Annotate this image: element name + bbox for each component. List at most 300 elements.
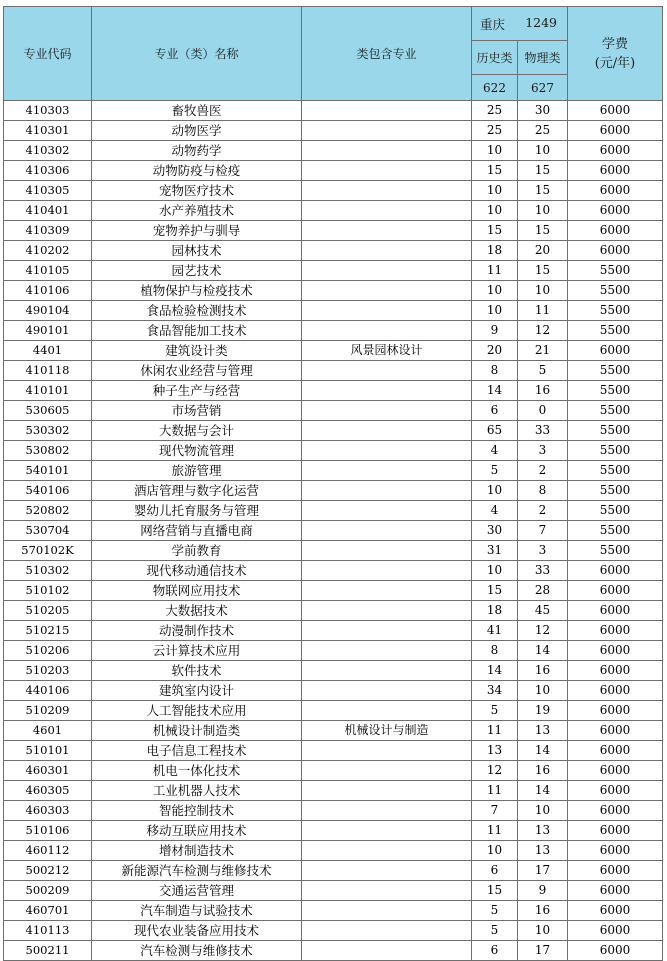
cell-code: 4601 xyxy=(4,721,92,741)
header-history: 历史类 xyxy=(472,41,518,75)
header-row-1 xyxy=(4,7,663,41)
table-row xyxy=(4,141,663,161)
cell-includes xyxy=(302,881,472,901)
cell-name: 建筑设计类 xyxy=(92,341,302,361)
cell-physics: 12 xyxy=(518,621,568,641)
cell-includes xyxy=(302,381,472,401)
fee-label: 学费 xyxy=(601,36,628,52)
table-row xyxy=(4,401,663,421)
cell-includes xyxy=(302,561,472,581)
table-row xyxy=(4,301,663,321)
header-region xyxy=(472,7,568,41)
cell-physics: 15 xyxy=(518,221,568,241)
header-fee xyxy=(568,7,663,101)
cell-fee: 6000 xyxy=(568,581,663,601)
cell-history: 10 xyxy=(472,141,518,161)
cell-history: 30 xyxy=(472,521,518,541)
cell-history: 8 xyxy=(472,641,518,661)
cell-includes xyxy=(302,261,472,281)
cell-code: 530605 xyxy=(4,401,92,421)
cell-fee: 5500 xyxy=(568,301,663,321)
cell-fee: 6000 xyxy=(568,921,663,941)
table-row xyxy=(4,681,663,701)
cell-name: 网络营销与直播电商 xyxy=(92,521,302,541)
enrollment-plan-table-wrapper xyxy=(3,6,663,961)
cell-physics: 17 xyxy=(518,861,568,881)
table-row xyxy=(4,101,663,121)
cell-physics: 3 xyxy=(518,441,568,461)
cell-physics: 15 xyxy=(518,261,568,281)
cell-fee: 5500 xyxy=(568,361,663,381)
cell-history: 9 xyxy=(472,321,518,341)
table-row xyxy=(4,701,663,721)
cell-history: 10 xyxy=(472,181,518,201)
cell-fee: 6000 xyxy=(568,841,663,861)
header-name: 专业（类）名称 xyxy=(92,7,302,101)
cell-code: 410113 xyxy=(4,921,92,941)
table-row xyxy=(4,641,663,661)
table-row xyxy=(4,621,663,641)
cell-physics: 8 xyxy=(518,481,568,501)
cell-physics: 3 xyxy=(518,541,568,561)
cell-physics: 16 xyxy=(518,661,568,681)
cell-name: 大数据与会计 xyxy=(92,421,302,441)
cell-name: 汽车检测与维修技术 xyxy=(92,941,302,961)
cell-name: 旅游管理 xyxy=(92,461,302,481)
cell-physics: 45 xyxy=(518,601,568,621)
cell-name: 畜牧兽医 xyxy=(92,101,302,121)
cell-physics: 25 xyxy=(518,121,568,141)
cell-includes: 风景园林设计 xyxy=(302,341,472,361)
table-row xyxy=(4,341,663,361)
cell-fee: 6000 xyxy=(568,141,663,161)
cell-code: 410305 xyxy=(4,181,92,201)
table-row xyxy=(4,541,663,561)
cell-code: 490101 xyxy=(4,321,92,341)
cell-fee: 6000 xyxy=(568,241,663,261)
region-total: 1249 xyxy=(525,14,557,30)
cell-fee: 6000 xyxy=(568,221,663,241)
cell-includes xyxy=(302,701,472,721)
cell-name: 移动互联应用技术 xyxy=(92,821,302,841)
cell-fee: 6000 xyxy=(568,101,663,121)
cell-code: 510101 xyxy=(4,741,92,761)
cell-code: 510206 xyxy=(4,641,92,661)
table-row xyxy=(4,381,663,401)
table-row xyxy=(4,841,663,861)
cell-history: 20 xyxy=(472,341,518,361)
cell-includes xyxy=(302,201,472,221)
cell-history: 31 xyxy=(472,541,518,561)
cell-code: 530802 xyxy=(4,441,92,461)
cell-includes xyxy=(302,281,472,301)
cell-history: 11 xyxy=(472,781,518,801)
cell-name: 现代移动通信技术 xyxy=(92,561,302,581)
cell-name: 交通运营管理 xyxy=(92,881,302,901)
cell-history: 5 xyxy=(472,921,518,941)
cell-name: 休闲农业经营与管理 xyxy=(92,361,302,381)
table-row xyxy=(4,661,663,681)
header-history-total: 622 xyxy=(472,75,518,101)
cell-includes xyxy=(302,361,472,381)
cell-history: 10 xyxy=(472,841,518,861)
cell-history: 5 xyxy=(472,901,518,921)
cell-history: 25 xyxy=(472,101,518,121)
cell-fee: 6000 xyxy=(568,561,663,581)
cell-code: 540101 xyxy=(4,461,92,481)
enrollment-plan-table xyxy=(3,6,663,961)
cell-includes xyxy=(302,861,472,881)
cell-includes xyxy=(302,761,472,781)
cell-code: 410309 xyxy=(4,221,92,241)
cell-physics: 10 xyxy=(518,921,568,941)
cell-physics: 10 xyxy=(518,201,568,221)
table-body xyxy=(4,101,663,961)
table-row xyxy=(4,741,663,761)
table-row xyxy=(4,321,663,341)
cell-includes xyxy=(302,681,472,701)
cell-fee: 6000 xyxy=(568,621,663,641)
cell-history: 4 xyxy=(472,501,518,521)
cell-name: 动物药学 xyxy=(92,141,302,161)
cell-code: 530704 xyxy=(4,521,92,541)
table-row xyxy=(4,761,663,781)
cell-physics: 11 xyxy=(518,301,568,321)
cell-includes xyxy=(302,221,472,241)
cell-name: 现代农业装备应用技术 xyxy=(92,921,302,941)
cell-code: 410303 xyxy=(4,101,92,121)
cell-name: 新能源汽车检测与维修技术 xyxy=(92,861,302,881)
cell-physics: 21 xyxy=(518,341,568,361)
header-physics: 物理类 xyxy=(518,41,568,75)
cell-name: 现代物流管理 xyxy=(92,441,302,461)
cell-includes xyxy=(302,621,472,641)
cell-name: 酒店管理与数字化运营 xyxy=(92,481,302,501)
cell-name: 食品智能加工技术 xyxy=(92,321,302,341)
cell-fee: 5500 xyxy=(568,501,663,521)
table-row xyxy=(4,121,663,141)
cell-physics: 5 xyxy=(518,361,568,381)
cell-fee: 5500 xyxy=(568,461,663,481)
cell-name: 电子信息工程技术 xyxy=(92,741,302,761)
cell-physics: 0 xyxy=(518,401,568,421)
cell-fee: 6000 xyxy=(568,881,663,901)
cell-code: 460303 xyxy=(4,801,92,821)
cell-history: 4 xyxy=(472,441,518,461)
cell-fee: 5500 xyxy=(568,321,663,341)
cell-physics: 9 xyxy=(518,881,568,901)
cell-name: 软件技术 xyxy=(92,661,302,681)
cell-includes xyxy=(302,601,472,621)
cell-physics: 30 xyxy=(518,101,568,121)
cell-code: 520802 xyxy=(4,501,92,521)
cell-physics: 10 xyxy=(518,141,568,161)
table-row xyxy=(4,501,663,521)
cell-name: 动物防疫与检疫 xyxy=(92,161,302,181)
cell-history: 6 xyxy=(472,941,518,961)
cell-history: 11 xyxy=(472,721,518,741)
cell-physics: 7 xyxy=(518,521,568,541)
fee-unit: (元/年) xyxy=(594,55,636,71)
table-row xyxy=(4,201,663,221)
cell-history: 13 xyxy=(472,741,518,761)
cell-code: 510106 xyxy=(4,821,92,841)
cell-history: 41 xyxy=(472,621,518,641)
cell-physics: 14 xyxy=(518,641,568,661)
cell-code: 570102K xyxy=(4,541,92,561)
table-row xyxy=(4,921,663,941)
cell-code: 490104 xyxy=(4,301,92,321)
cell-name: 动物医学 xyxy=(92,121,302,141)
cell-physics: 17 xyxy=(518,941,568,961)
cell-includes xyxy=(302,141,472,161)
cell-includes xyxy=(302,741,472,761)
cell-fee: 6000 xyxy=(568,681,663,701)
cell-code: 460301 xyxy=(4,761,92,781)
cell-fee: 5500 xyxy=(568,421,663,441)
cell-physics: 15 xyxy=(518,181,568,201)
cell-fee: 6000 xyxy=(568,781,663,801)
table-header xyxy=(4,7,663,101)
cell-history: 18 xyxy=(472,241,518,261)
table-row xyxy=(4,901,663,921)
cell-includes xyxy=(302,781,472,801)
table-row xyxy=(4,521,663,541)
cell-fee: 5500 xyxy=(568,441,663,461)
cell-includes xyxy=(302,401,472,421)
cell-code: 440106 xyxy=(4,681,92,701)
cell-name: 智能控制技术 xyxy=(92,801,302,821)
cell-physics: 16 xyxy=(518,761,568,781)
cell-code: 510215 xyxy=(4,621,92,641)
cell-includes xyxy=(302,501,472,521)
cell-history: 5 xyxy=(472,701,518,721)
cell-code: 510205 xyxy=(4,601,92,621)
cell-name: 动漫制作技术 xyxy=(92,621,302,641)
cell-history: 15 xyxy=(472,161,518,181)
cell-code: 500209 xyxy=(4,881,92,901)
cell-physics: 15 xyxy=(518,161,568,181)
cell-code: 510203 xyxy=(4,661,92,681)
table-row xyxy=(4,481,663,501)
cell-name: 种子生产与经营 xyxy=(92,381,302,401)
cell-code: 410302 xyxy=(4,141,92,161)
cell-fee: 6000 xyxy=(568,741,663,761)
cell-fee: 5500 xyxy=(568,281,663,301)
cell-history: 65 xyxy=(472,421,518,441)
cell-history: 7 xyxy=(472,801,518,821)
cell-fee: 5500 xyxy=(568,261,663,281)
header-code: 专业代码 xyxy=(4,7,92,101)
cell-history: 11 xyxy=(472,821,518,841)
table-row xyxy=(4,861,663,881)
cell-includes xyxy=(302,321,472,341)
cell-name: 汽车制造与试验技术 xyxy=(92,901,302,921)
table-row xyxy=(4,721,663,741)
cell-physics: 33 xyxy=(518,421,568,441)
cell-fee: 6000 xyxy=(568,181,663,201)
table-row xyxy=(4,261,663,281)
cell-includes xyxy=(302,241,472,261)
cell-code: 510102 xyxy=(4,581,92,601)
cell-name: 园林技术 xyxy=(92,241,302,261)
cell-includes xyxy=(302,101,472,121)
cell-name: 工业机器人技术 xyxy=(92,781,302,801)
cell-fee: 5500 xyxy=(568,401,663,421)
cell-name: 园艺技术 xyxy=(92,261,302,281)
cell-includes xyxy=(302,181,472,201)
cell-code: 460701 xyxy=(4,901,92,921)
cell-fee: 6000 xyxy=(568,661,663,681)
table-row xyxy=(4,421,663,441)
cell-name: 市场营销 xyxy=(92,401,302,421)
cell-code: 410101 xyxy=(4,381,92,401)
cell-history: 15 xyxy=(472,221,518,241)
cell-fee: 6000 xyxy=(568,801,663,821)
table-row xyxy=(4,821,663,841)
cell-fee: 6000 xyxy=(568,901,663,921)
cell-physics: 33 xyxy=(518,561,568,581)
cell-physics: 2 xyxy=(518,461,568,481)
cell-history: 10 xyxy=(472,201,518,221)
cell-history: 14 xyxy=(472,661,518,681)
cell-physics: 14 xyxy=(518,741,568,761)
cell-includes xyxy=(302,161,472,181)
cell-name: 人工智能技术应用 xyxy=(92,701,302,721)
cell-fee: 6000 xyxy=(568,721,663,741)
cell-includes xyxy=(302,841,472,861)
cell-includes xyxy=(302,801,472,821)
cell-code: 460305 xyxy=(4,781,92,801)
table-row xyxy=(4,281,663,301)
cell-history: 10 xyxy=(472,301,518,321)
cell-code: 510209 xyxy=(4,701,92,721)
cell-history: 14 xyxy=(472,381,518,401)
cell-physics: 16 xyxy=(518,381,568,401)
cell-fee: 6000 xyxy=(568,201,663,221)
table-row xyxy=(4,241,663,261)
cell-fee: 6000 xyxy=(568,761,663,781)
cell-fee: 6000 xyxy=(568,861,663,881)
cell-name: 物联网应用技术 xyxy=(92,581,302,601)
cell-history: 6 xyxy=(472,861,518,881)
cell-code: 500212 xyxy=(4,861,92,881)
cell-includes xyxy=(302,481,472,501)
cell-includes xyxy=(302,821,472,841)
cell-physics: 13 xyxy=(518,821,568,841)
cell-physics: 10 xyxy=(518,281,568,301)
cell-history: 25 xyxy=(472,121,518,141)
cell-history: 34 xyxy=(472,681,518,701)
cell-physics: 10 xyxy=(518,681,568,701)
cell-name: 植物保护与检疫技术 xyxy=(92,281,302,301)
table-row xyxy=(4,801,663,821)
cell-history: 11 xyxy=(472,261,518,281)
cell-includes xyxy=(302,461,472,481)
cell-name: 大数据技术 xyxy=(92,601,302,621)
table-row xyxy=(4,581,663,601)
cell-fee: 6000 xyxy=(568,701,663,721)
table-row xyxy=(4,601,663,621)
cell-physics: 2 xyxy=(518,501,568,521)
cell-history: 10 xyxy=(472,561,518,581)
cell-name: 增材制造技术 xyxy=(92,841,302,861)
cell-physics: 13 xyxy=(518,841,568,861)
cell-code: 410401 xyxy=(4,201,92,221)
cell-fee: 5500 xyxy=(568,381,663,401)
cell-name: 食品检验检测技术 xyxy=(92,301,302,321)
cell-name: 学前教育 xyxy=(92,541,302,561)
cell-fee: 5500 xyxy=(568,521,663,541)
cell-fee: 6000 xyxy=(568,641,663,661)
cell-name: 宠物养护与驯导 xyxy=(92,221,302,241)
cell-code: 4401 xyxy=(4,341,92,361)
cell-history: 10 xyxy=(472,481,518,501)
cell-history: 15 xyxy=(472,581,518,601)
cell-history: 12 xyxy=(472,761,518,781)
cell-includes xyxy=(302,121,472,141)
cell-physics: 19 xyxy=(518,701,568,721)
cell-includes xyxy=(302,901,472,921)
cell-code: 410118 xyxy=(4,361,92,381)
table-row xyxy=(4,441,663,461)
cell-history: 18 xyxy=(472,601,518,621)
cell-history: 6 xyxy=(472,401,518,421)
cell-includes xyxy=(302,421,472,441)
cell-includes xyxy=(302,921,472,941)
cell-name: 宠物医疗技术 xyxy=(92,181,302,201)
cell-name: 机电一体化技术 xyxy=(92,761,302,781)
header-physics-total: 627 xyxy=(518,75,568,101)
table-row xyxy=(4,361,663,381)
cell-physics: 14 xyxy=(518,781,568,801)
cell-history: 5 xyxy=(472,461,518,481)
cell-physics: 28 xyxy=(518,581,568,601)
cell-includes xyxy=(302,661,472,681)
table-row xyxy=(4,561,663,581)
cell-code: 410301 xyxy=(4,121,92,141)
cell-code: 510302 xyxy=(4,561,92,581)
cell-fee: 5500 xyxy=(568,481,663,501)
table-row xyxy=(4,881,663,901)
cell-physics: 10 xyxy=(518,801,568,821)
cell-includes xyxy=(302,541,472,561)
cell-code: 410106 xyxy=(4,281,92,301)
cell-includes xyxy=(302,521,472,541)
cell-code: 410105 xyxy=(4,261,92,281)
cell-includes xyxy=(302,641,472,661)
cell-includes: 机械设计与制造 xyxy=(302,721,472,741)
cell-fee: 6000 xyxy=(568,161,663,181)
cell-fee: 5500 xyxy=(568,541,663,561)
cell-includes xyxy=(302,301,472,321)
table-row xyxy=(4,221,663,241)
cell-name: 建筑室内设计 xyxy=(92,681,302,701)
table-row xyxy=(4,181,663,201)
cell-fee: 6000 xyxy=(568,121,663,141)
cell-physics: 12 xyxy=(518,321,568,341)
cell-code: 410202 xyxy=(4,241,92,261)
cell-code: 540106 xyxy=(4,481,92,501)
cell-physics: 16 xyxy=(518,901,568,921)
cell-history: 15 xyxy=(472,881,518,901)
cell-code: 460112 xyxy=(4,841,92,861)
cell-name: 婴幼儿托育服务与管理 xyxy=(92,501,302,521)
table-row xyxy=(4,781,663,801)
cell-fee: 6000 xyxy=(568,341,663,361)
cell-fee: 6000 xyxy=(568,601,663,621)
cell-name: 云计算技术应用 xyxy=(92,641,302,661)
